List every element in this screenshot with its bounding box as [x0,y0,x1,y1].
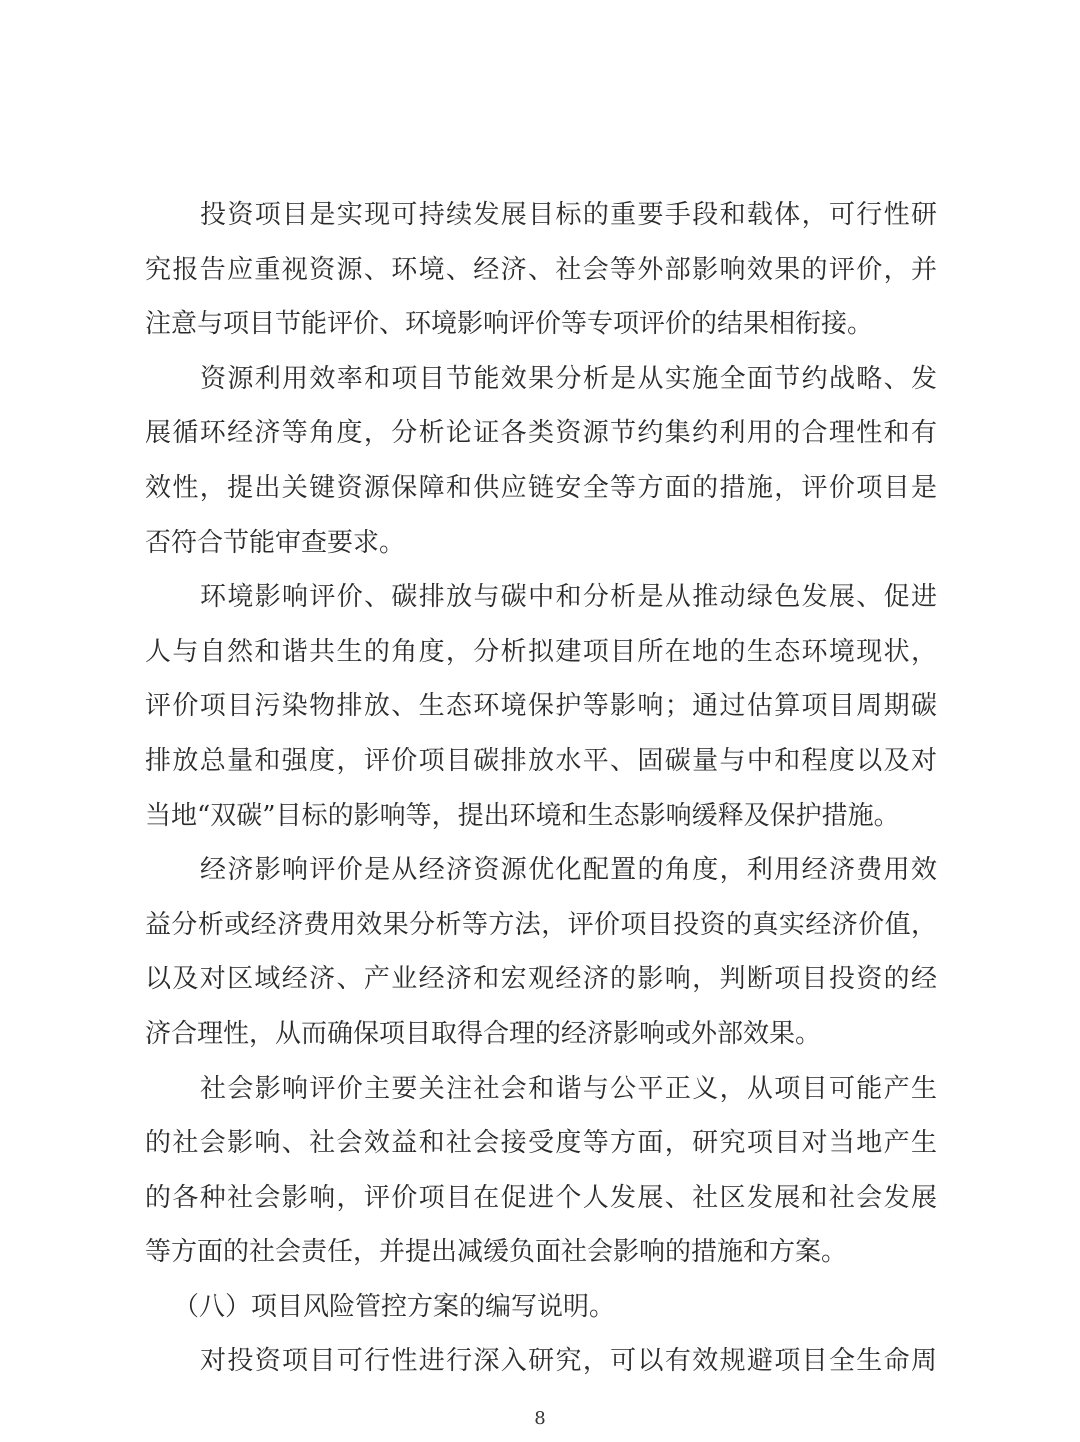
text-line: 评价项目污染物排放、生态环境保护等影响；通过估算项目周期碳 [145,691,937,722]
text-line: 否符合节能审查要求。 [145,527,406,558]
text-line: 对投资项目可行性进行深入研究，可以有效规避项目全生命周 [200,1346,937,1377]
paragraph [145,1334,937,1389]
text-line: 等方面的社会责任，并提出减缓负面社会影响的措施和方案。 [145,1237,848,1268]
text-line: 经济影响评价是从经济资源优化配置的角度，利用经济费用效 [200,855,937,886]
text-line: 以及对区域经济、产业经济和宏观经济的影响，判断项目投资的经 [145,964,937,995]
paragraph [145,1062,937,1280]
text-line: 效性，提出关键资源保障和供应链安全等方面的措施，评价项目是 [145,472,937,503]
text-line: 环境影响评价、碳排放与碳中和分析是从推动绿色发展、促进 [200,582,937,613]
text-line: （八）项目风险管控方案的编写说明。 [173,1291,616,1322]
text-line: 社会影响评价主要关注社会和谐与公平正义，从项目可能产生 [200,1073,937,1104]
paragraph [145,570,937,843]
paragraph [145,188,937,352]
text-line: 的社会影响、社会效益和社会接受度等方面，研究项目对当地产生 [145,1128,937,1159]
text-line: 的各种社会影响，评价项目在促进个人发展、社区发展和社会发展 [145,1182,937,1213]
paragraph [145,843,937,1061]
text-line: 当地“双碳”目标的影响等，提出环境和生态影响缓释及保护措施。 [145,800,900,831]
page-number: 8 [534,1408,546,1429]
text-line: 展循环经济等角度，分析论证各类资源节约集约利用的合理性和有 [145,418,937,449]
text-line: 济合理性，从而确保项目取得合理的经济影响或外部效果。 [145,1018,822,1049]
text-line: 究报告应重视资源、环境、经济、社会等外部影响效果的评价，并 [145,254,937,285]
text-line: 注意与项目节能评价、环境影响评价等专项评价的结果相衔接。 [145,309,874,340]
text-line: 投资项目是实现可持续发展目标的重要手段和载体，可行性研 [200,200,937,230]
section-heading [145,1280,937,1335]
text-line: 资源利用效率和项目节能效果分析是从实施全面节约战略、发 [200,363,937,394]
text-line: 益分析或经济费用效果分析等方法，评价项目投资的真实经济价值， [145,909,937,940]
text-line: 人与自然和谐共生的角度，分析拟建项目所在地的生态环境现状， [145,636,937,667]
document-body [145,188,937,1389]
paragraph [145,352,937,570]
text-line: 排放总量和强度，评价项目碳排放水平、固碳量与中和程度以及对 [145,745,937,776]
